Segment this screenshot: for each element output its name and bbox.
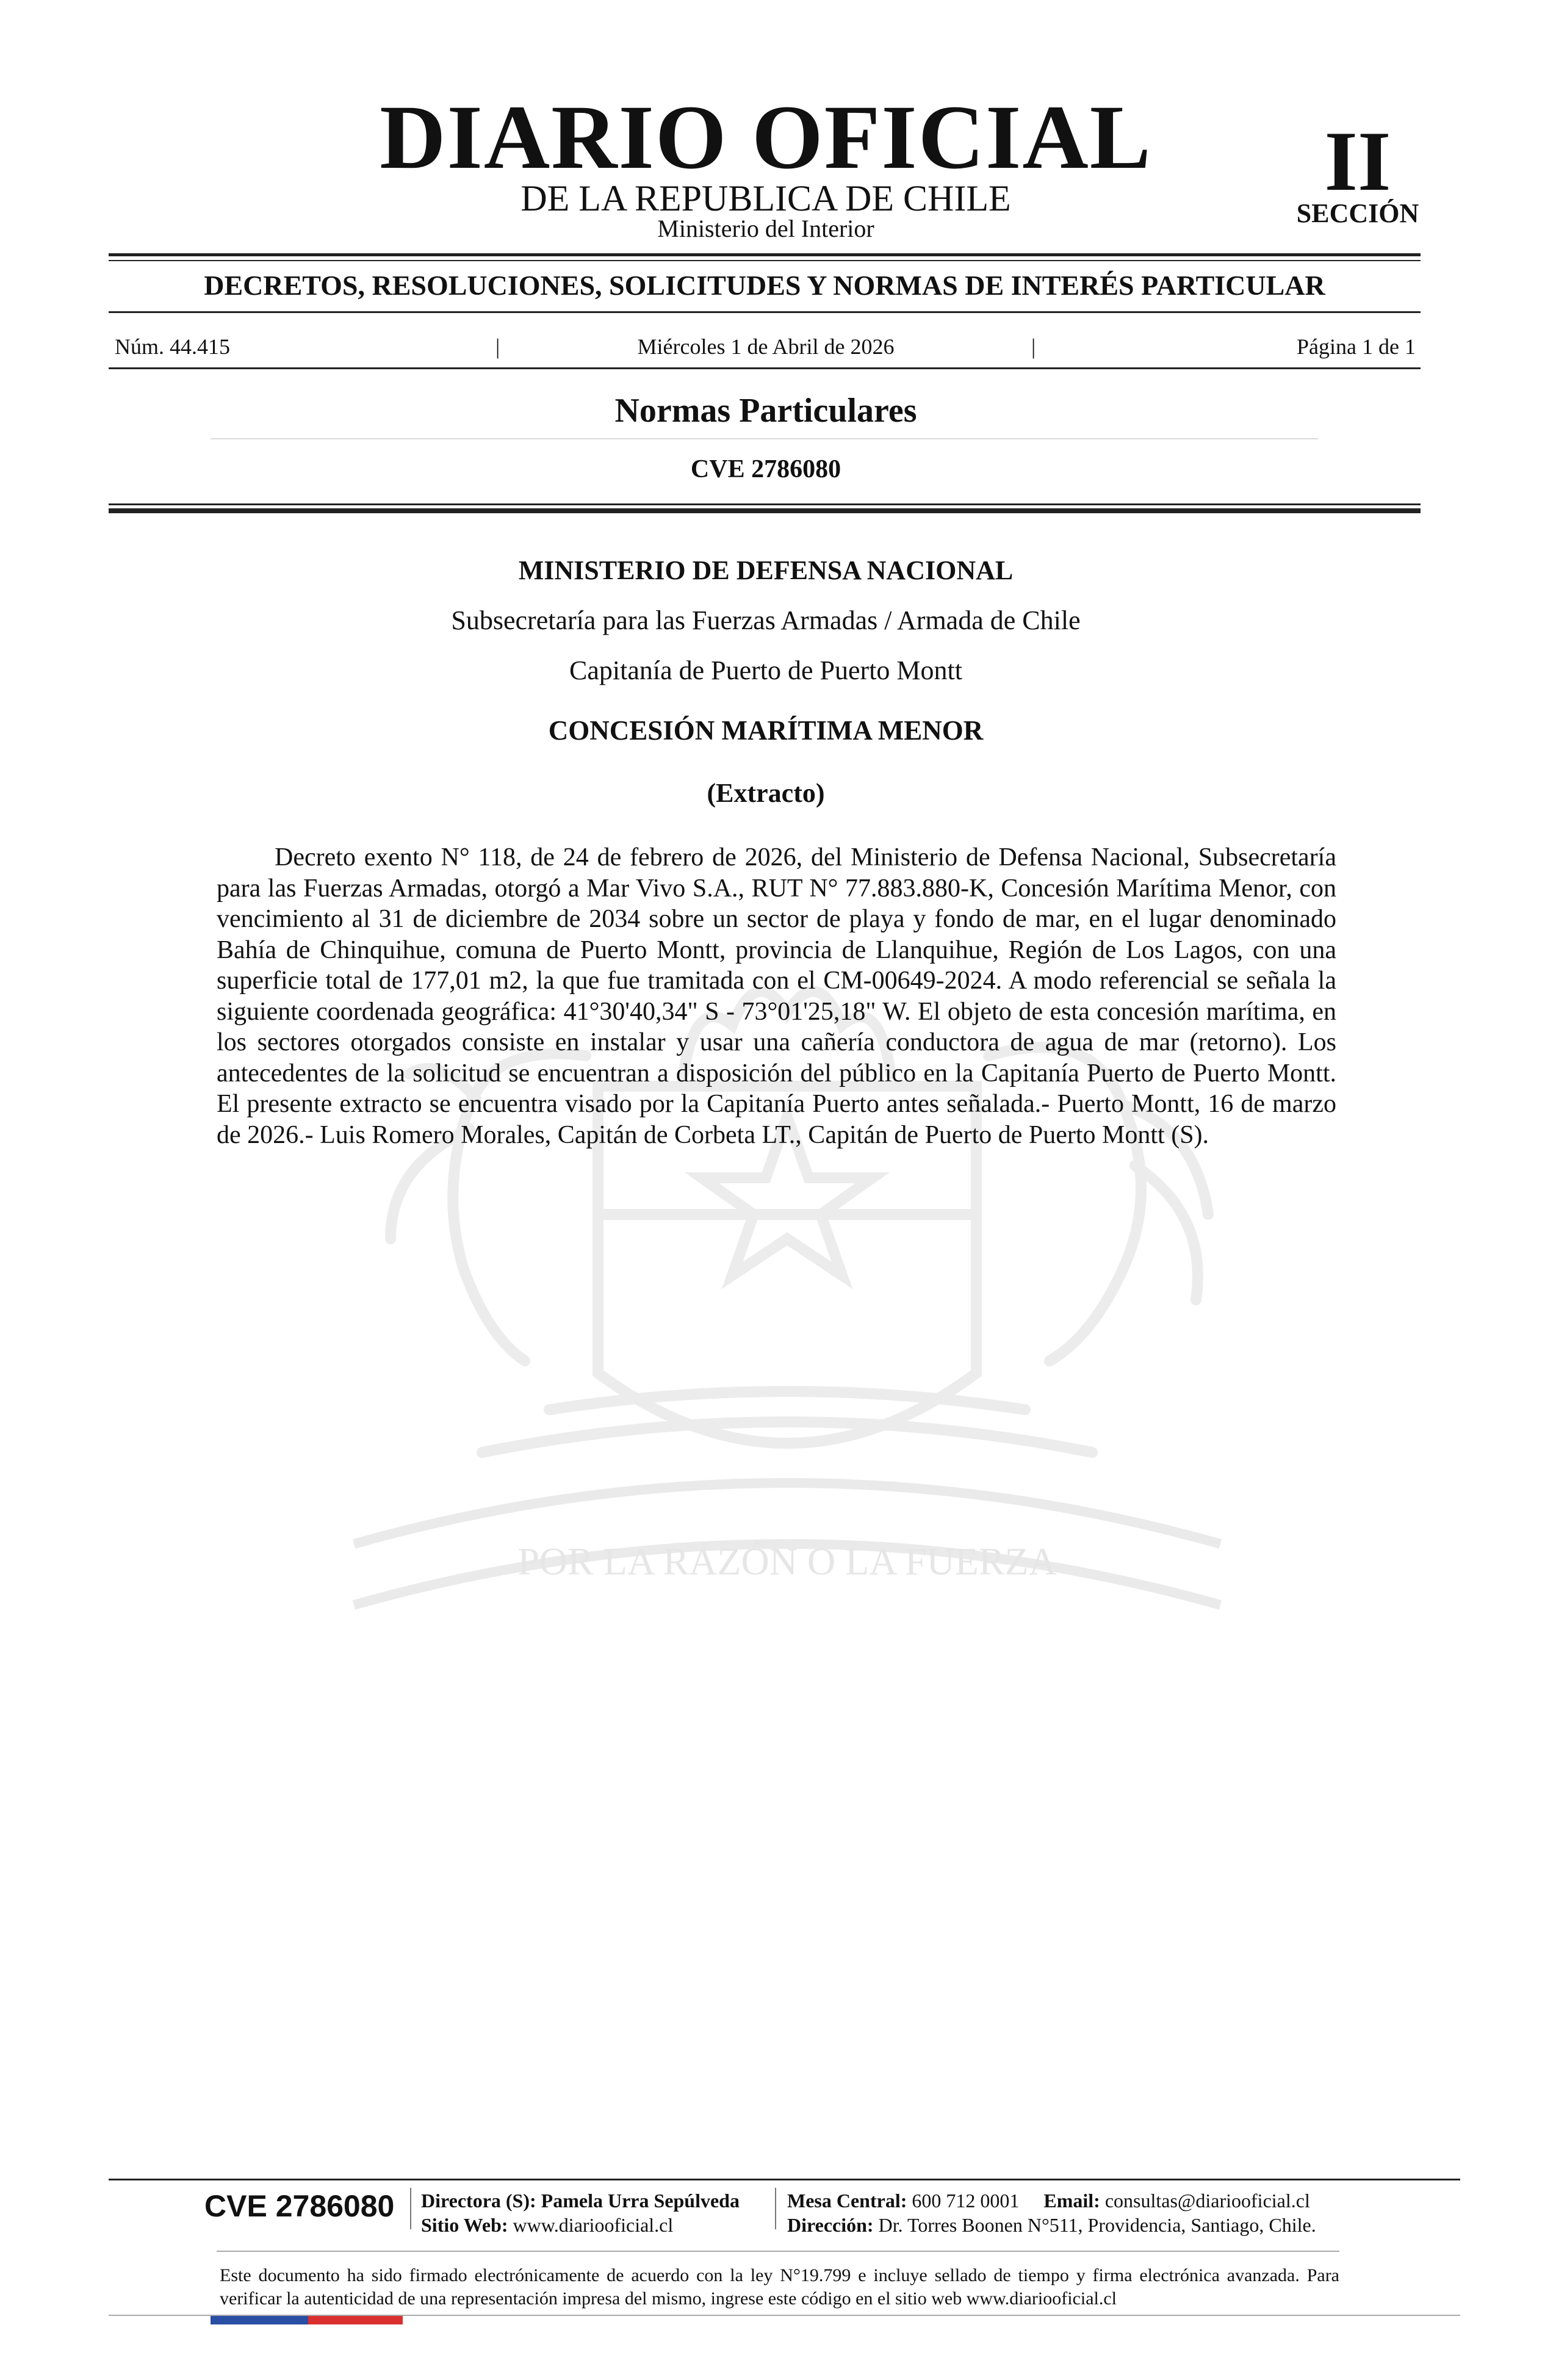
- section-title-underline: [211, 438, 1318, 439]
- footer-address: [787, 2215, 1316, 2235]
- flag-stripe-blue: [211, 2316, 308, 2324]
- footer-director: [421, 2191, 740, 2210]
- website-link[interactable]: www.diariooficial.cl: [513, 2214, 674, 2236]
- address-text: Dr. Torres Boonen N°511, Providencia, Santiago, Chile.: [878, 2214, 1316, 2236]
- header-bottom-rule: [109, 508, 1421, 513]
- issue-number: Núm. 44.415: [115, 334, 230, 359]
- flag-stripe-red: [308, 2316, 403, 2324]
- section-number: II: [1324, 114, 1391, 209]
- address-label: Dirección:: [787, 2214, 874, 2236]
- issue-separator: |: [1031, 334, 1036, 359]
- email-link[interactable]: consultas@diariooficial.cl: [1104, 2190, 1310, 2212]
- masthead-subtitle: DE LA REPUBLICA DE CHILE: [520, 178, 1011, 218]
- masthead-title: DIARIO OFICIAL: [380, 87, 1152, 188]
- document-ministry: MINISTERIO DE DEFENSA NACIONAL: [518, 555, 1014, 585]
- footer-top-rule: [109, 2179, 1460, 2180]
- masthead-ministry: Ministerio del Interior: [657, 215, 874, 242]
- document-subsecretary: Subsecretaría para las Fuerzas Armadas / Armada de Chile: [451, 605, 1081, 635]
- footer-contact: [787, 2191, 1310, 2210]
- cve-code: CVE 2786080: [690, 455, 841, 483]
- issue-date: Miércoles 1 de Abril de 2026: [637, 334, 895, 359]
- banner-bottom-rule: [109, 311, 1421, 313]
- phone-number: 600 712 0001: [912, 2190, 1020, 2212]
- watermark-motto: POR LA RAZÓN O LA FUERZA: [517, 1540, 1057, 1583]
- issue-separator: |: [495, 334, 500, 359]
- document-subtitle: (Extracto): [707, 778, 825, 808]
- section-label: SECCIÓN: [1296, 198, 1419, 228]
- footer-cve-code: CVE 2786080: [204, 2189, 395, 2223]
- banner-top-rule: [109, 253, 1421, 256]
- footer-website: [421, 2215, 673, 2235]
- director-name: Pamela Urra Sepúlveda: [541, 2190, 740, 2212]
- issue-bottom-rule: [109, 367, 1421, 369]
- footer-middle-rule: [217, 2251, 1339, 2252]
- phone-label: Mesa Central:: [787, 2190, 907, 2212]
- website-label: Sitio Web:: [421, 2214, 508, 2236]
- footer-divider: [775, 2188, 776, 2229]
- header-bottom-rule-thin: [109, 503, 1421, 505]
- banner-top-rule-thin: [109, 260, 1421, 261]
- footer-divider: [410, 2188, 411, 2229]
- decree-extract-body: Decreto exento N° 118, de 24 de febrero de 2026, del Ministerio de Defensa Nacional, Subsecretaría para las Fuerzas Armadas, otorgó a Mar Vivo S.A., RUT N° 77.883.880-K, Concesión Marítima Menor, con vencimiento al 31 de diciembre de 2034 sobre un sector de playa y fondo de mar, en el lugar denominado Bahía de Chinquihue, comuna de Puerto Montt, provincia de Llanquihue, Región de Los Lagos, con una superficie total de 177,01 m2, la que fue tramitada con el CM-00649-2024. A modo referencial se señala la siguiente coordenada geográfica: 41°30'40,34" S - 73°01'25,18" W. El objeto de esta concesión marítima, en los sectores otorgados consiste en instalar y usar una cañería conductora de agua de mar (retorno). Los antecedentes de la solicitud se encuentran a disposición del público en la Capitanía Puerto de Puerto Montt. El presente extracto se encuentra visado por la Capitanía Puerto antes señalada.- Puerto Montt, 16 de marzo de 2026.- Luis Romero Morales, Capitán de Corbeta LT., Capitán de Puerto de Puerto Montt (S).: [217, 843, 1336, 1149]
- section-title: Normas Particulares: [614, 392, 917, 430]
- document-office: Capitanía de Puerto de Puerto Montt: [569, 655, 962, 685]
- email-label: Email:: [1043, 2190, 1100, 2212]
- page-count: Página 1 de 1: [1297, 334, 1416, 359]
- director-label: Directora (S):: [421, 2190, 536, 2212]
- section-banner: DECRETOS, RESOLUCIONES, SOLICITUDES Y NORMAS DE INTERÉS PARTICULAR: [204, 270, 1325, 301]
- document-title: CONCESIÓN MARÍTIMA MENOR: [548, 715, 984, 746]
- footer-legal-note: Este documento ha sido firmado electrónicamente de acuerdo con la ley N°19.799 e incluye sellado de tiempo y firma electrónica avanzada. Para verificar la autenticidad de una representación impresa del mismo, ingrese este código en el sitio web www.diariooficial.cl: [220, 2265, 1339, 2309]
